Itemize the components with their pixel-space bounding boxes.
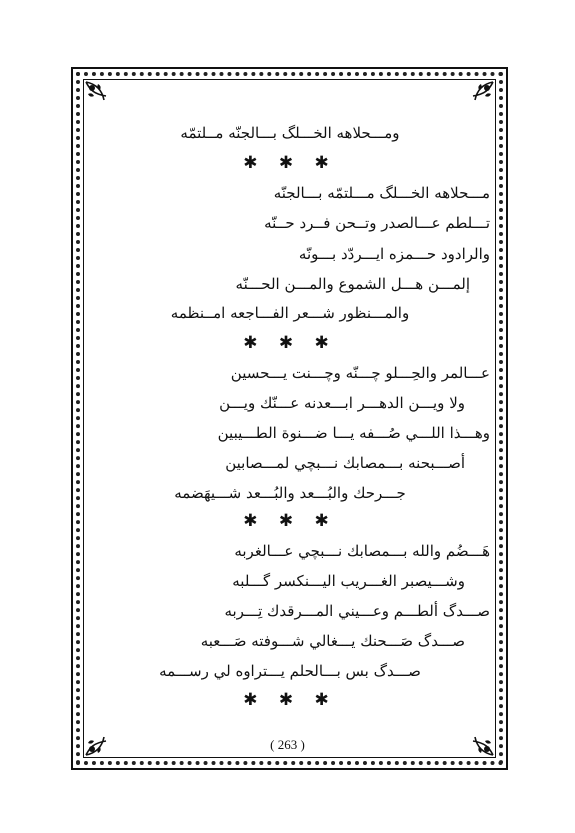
page-number: ( 263 ): [270, 737, 305, 752]
verse-line: صـــدگ ألطـــم وعـــيني المـــرقدك تِـــربه: [224, 602, 490, 620]
verse-line: صـــدگ صَـــحنك يـــغالي شـــوفته صَـــعبه: [200, 632, 465, 650]
verse-line: والرادود حـــمزه ايـــردّد بـــونّه: [298, 245, 490, 263]
verse-line: وشـــيصبر الغـــريب اليـــنكسر گـــلبه: [232, 572, 465, 590]
verse-line: عـــالمر والحِـــلو چـــنّه وچـــنت يـــحسين: [230, 364, 490, 382]
verse-line: ولا ويـــن الدهـــر ابـــعدنه عـــنّك ويـــن: [219, 394, 465, 412]
verse-line: أصـــبحنه بـــمصابك نـــبچي لمـــصابين: [225, 454, 465, 472]
verse-line: إلمـــن هـــل الشموع والمـــن الحـــنّه: [235, 275, 470, 293]
verse-line: هَـــضُم والله بـــمصابك نـــبچي عـــالغربه: [234, 542, 490, 560]
verse-line: جـــرحك والبُـــعد والبُـــعد شـــيهَضمه: [174, 484, 406, 502]
star-separator: ✱ ✱ ✱: [243, 333, 337, 353]
verse-line: مـــحلاهه الخـــلگ مـــلتمّه بـــالجنّه: [273, 184, 490, 202]
verse-line: وهـــذا اللـــي صُـــفه يـــا ضـــنوة الطـــيبين: [217, 424, 490, 442]
verse-line: ومـــحلاهه الخـــلگ بـــالجنّه مــلتمّه: [180, 124, 400, 142]
verse-line: والمـــنظور شـــعر الفـــاجعه امــنظمه: [170, 304, 410, 322]
star-separator: ✱ ✱ ✱: [243, 511, 337, 531]
verse-line: صـــدگ بس بـــالحلم يـــتراوه لي رســـمه: [159, 662, 421, 680]
star-separator: ✱ ✱ ✱: [243, 690, 337, 710]
poem-body: [90, 80, 490, 750]
verse-line: تـــلطم عـــالصدر وتــحن فــرد حــنّه: [264, 214, 490, 232]
star-separator: ✱ ✱ ✱: [243, 153, 337, 173]
